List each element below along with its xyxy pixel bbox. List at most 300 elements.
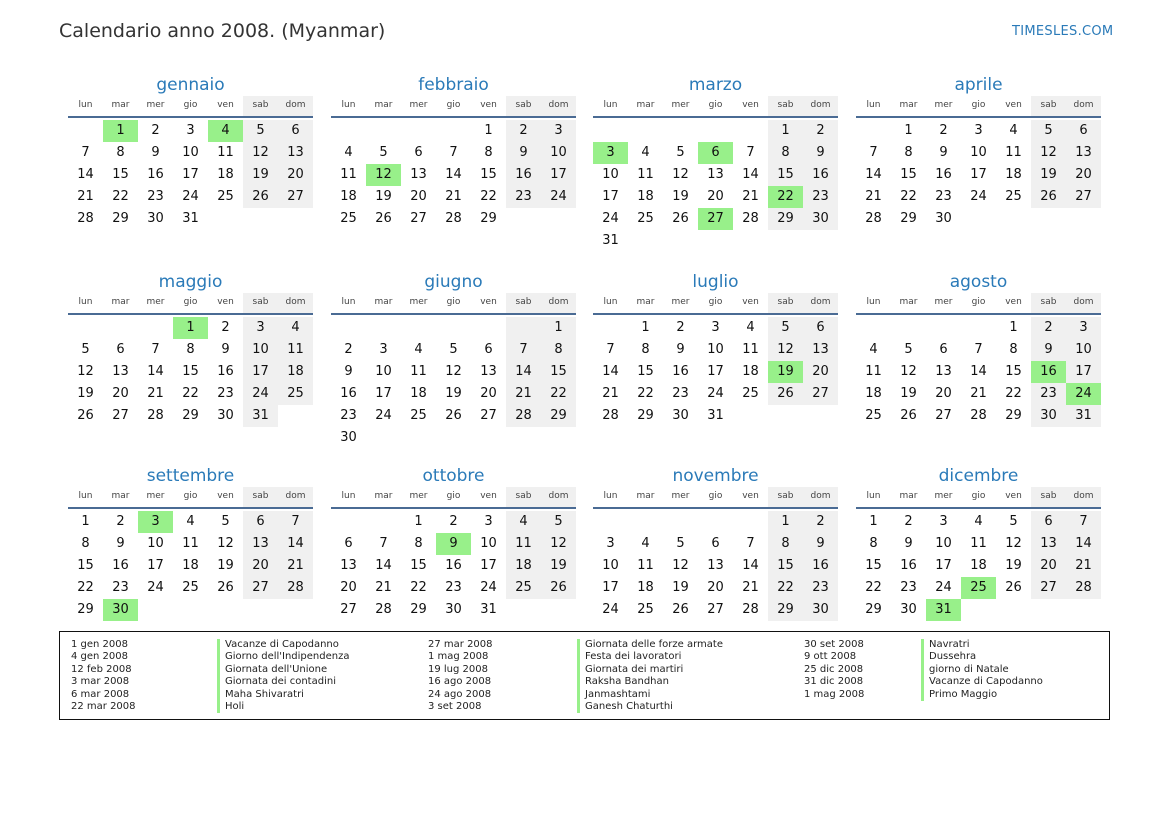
day-cell: 17 (480, 558, 497, 573)
day-cell: 15 (480, 167, 497, 182)
day-cell: 14 (506, 361, 541, 383)
weekday-label: gio (183, 100, 198, 110)
day-cell: 22 (768, 577, 803, 599)
day-cell: 18 (278, 361, 313, 383)
holiday-legend (59, 631, 1110, 720)
day-cell: 4 (746, 320, 755, 335)
holiday-date: 25 dic 2008 (804, 663, 864, 675)
weekday-header (856, 96, 1101, 118)
day-cell: 3 (243, 317, 278, 339)
day-cell: 11 (970, 536, 987, 551)
day-cell: 30 (340, 430, 357, 445)
day-cell: 29 (900, 211, 917, 226)
day-cell: 21 (865, 189, 882, 204)
day-cell: 16 (506, 164, 541, 186)
empty-cell (733, 120, 768, 142)
weekday-label: dom (541, 487, 576, 507)
weekday-label: gio (183, 297, 198, 307)
month-ottobre (331, 465, 576, 621)
empty-cell (471, 317, 506, 339)
holiday-day-cell: 1 (103, 120, 138, 142)
weekday-label: ven (742, 100, 759, 110)
holiday-name: Festa dei lavoratori (577, 651, 723, 663)
day-cell: 23 (672, 386, 689, 401)
day-cell: 15 (410, 558, 427, 573)
day-cell: 15 (112, 167, 129, 182)
day-cell: 3 (606, 536, 615, 551)
day-cell: 1 (81, 514, 90, 529)
weekday-label: lun (866, 297, 881, 307)
day-cell: 24 (935, 580, 952, 595)
day-cell: 31 (182, 211, 199, 226)
day-cell: 21 (147, 386, 164, 401)
weekday-label: sab (243, 96, 278, 116)
day-cell: 1 (541, 317, 576, 339)
weekday-header (68, 293, 313, 315)
day-cell: 23 (217, 386, 234, 401)
day-cell: 8 (414, 536, 423, 551)
day-cell: 20 (278, 164, 313, 186)
holiday-day-cell: 3 (593, 142, 628, 164)
month-name: aprile (954, 75, 1003, 95)
days-grid (68, 509, 313, 621)
weekday-label: lun (78, 491, 93, 501)
day-cell: 30 (935, 211, 952, 226)
brand-link[interactable]: TIMESLES.COM (1012, 24, 1114, 39)
weekday-label: gio (708, 100, 723, 110)
day-cell: 6 (414, 145, 423, 160)
month-name: maggio (158, 272, 223, 292)
day-cell: 13 (480, 364, 497, 379)
day-cell: 10 (480, 536, 497, 551)
day-cell: 9 (221, 342, 230, 357)
weekday-label: gio (446, 100, 461, 110)
empty-cell (68, 120, 103, 142)
day-cell: 27 (803, 383, 838, 405)
holiday-date: 27 mar 2008 (428, 639, 493, 650)
day-cell: 16 (900, 558, 917, 573)
weekday-label: mer (409, 100, 428, 110)
day-cell: 24 (602, 602, 619, 617)
day-cell: 12 (1005, 536, 1022, 551)
day-cell: 18 (410, 386, 427, 401)
empty-cell (331, 511, 366, 533)
day-cell: 7 (449, 145, 458, 160)
day-cell: 29 (768, 599, 803, 621)
holiday-date: 24 ago 2008 (428, 688, 492, 700)
day-cell: 18 (637, 580, 654, 595)
day-cell: 22 (182, 386, 199, 401)
days-grid (856, 509, 1101, 621)
weekday-label: ven (480, 297, 497, 307)
weekday-label: lun (866, 100, 881, 110)
day-cell: 23 (803, 577, 838, 599)
day-cell: 13 (707, 558, 724, 573)
holiday-date: 12 feb 2008 (71, 663, 132, 675)
month-febbraio (331, 74, 576, 230)
day-cell: 5 (676, 145, 685, 160)
weekday-label: mar (899, 297, 918, 307)
day-cell: 29 (768, 208, 803, 230)
day-cell: 10 (541, 142, 576, 164)
day-cell: 29 (541, 405, 576, 427)
day-cell: 26 (375, 211, 392, 226)
day-cell: 18 (217, 167, 234, 182)
weekday-label: gio (971, 491, 986, 501)
day-cell: 15 (637, 364, 654, 379)
day-cell: 21 (375, 580, 392, 595)
day-cell: 3 (186, 123, 195, 138)
empty-cell (331, 120, 366, 142)
holiday-name: Giornata dei contadini (217, 676, 350, 688)
holiday-name: giorno di Natale (921, 664, 1043, 676)
day-cell: 19 (672, 580, 689, 595)
day-cell: 16 (672, 364, 689, 379)
day-cell: 18 (182, 558, 199, 573)
holiday-date: 30 set 2008 (804, 639, 864, 650)
month-name: luglio (692, 272, 739, 292)
day-cell: 14 (602, 364, 619, 379)
day-cell: 25 (865, 408, 882, 423)
day-cell: 25 (637, 602, 654, 617)
day-cell: 17 (243, 361, 278, 383)
day-cell: 13 (243, 533, 278, 555)
day-cell: 11 (865, 364, 882, 379)
weekday-label: dom (278, 293, 313, 313)
weekday-label: mer (671, 100, 690, 110)
day-cell: 28 (77, 211, 94, 226)
day-cell: 6 (278, 120, 313, 142)
day-cell: 21 (506, 383, 541, 405)
day-cell: 1 (768, 120, 803, 142)
weekday-label: sab (506, 487, 541, 507)
day-cell: 9 (151, 145, 160, 160)
day-cell: 15 (77, 558, 94, 573)
weekday-label: dom (541, 293, 576, 313)
day-cell: 13 (803, 339, 838, 361)
day-cell: 4 (641, 145, 650, 160)
day-cell: 12 (672, 558, 689, 573)
weekday-label: lun (866, 491, 881, 501)
day-cell: 30 (1031, 405, 1066, 427)
day-cell: 26 (768, 383, 803, 405)
weekday-label: lun (78, 100, 93, 110)
weekday-label: dom (278, 487, 313, 507)
holiday-dates-col-1 (71, 639, 136, 713)
weekday-label: dom (803, 293, 838, 313)
day-cell: 6 (711, 536, 720, 551)
day-cell: 22 (865, 580, 882, 595)
day-cell: 30 (147, 211, 164, 226)
day-cell: 3 (939, 514, 948, 529)
day-cell: 20 (243, 555, 278, 577)
weekday-label: gio (708, 297, 723, 307)
day-cell: 29 (480, 211, 497, 226)
weekday-label: mer (409, 491, 428, 501)
day-cell: 27 (1031, 577, 1066, 599)
empty-cell (628, 120, 663, 142)
weekday-label: lun (603, 100, 618, 110)
days-grid (68, 315, 313, 427)
day-cell: 12 (1031, 142, 1066, 164)
month-settembre (68, 465, 313, 621)
day-cell: 2 (344, 342, 353, 357)
day-cell: 20 (707, 189, 724, 204)
weekday-label: mar (374, 297, 393, 307)
day-cell: 11 (637, 558, 654, 573)
day-cell: 29 (1005, 408, 1022, 423)
day-cell: 14 (865, 167, 882, 182)
month-dicembre (856, 465, 1101, 621)
day-cell: 25 (278, 383, 313, 405)
holiday-day-cell: 16 (1031, 361, 1066, 383)
day-cell: 21 (278, 555, 313, 577)
day-cell: 27 (243, 577, 278, 599)
days-grid (331, 509, 576, 621)
day-cell: 28 (147, 408, 164, 423)
day-cell: 14 (970, 364, 987, 379)
weekday-label: sab (243, 293, 278, 313)
day-cell: 5 (904, 342, 913, 357)
day-cell: 28 (602, 408, 619, 423)
holiday-date: 4 gen 2008 (71, 651, 129, 663)
day-cell: 14 (742, 558, 759, 573)
day-cell: 31 (480, 602, 497, 617)
day-cell: 10 (147, 536, 164, 551)
day-cell: 5 (243, 120, 278, 142)
day-cell: 28 (742, 211, 759, 226)
day-cell: 29 (410, 602, 427, 617)
day-cell: 7 (151, 342, 160, 357)
day-cell: 27 (278, 186, 313, 208)
day-cell: 19 (77, 386, 94, 401)
weekday-label: ven (217, 297, 234, 307)
day-cell: 19 (445, 386, 462, 401)
day-cell: 5 (541, 511, 576, 533)
holiday-day-cell: 12 (366, 164, 401, 186)
day-cell: 2 (506, 120, 541, 142)
weekday-label: mar (374, 491, 393, 501)
day-cell: 16 (147, 167, 164, 182)
day-cell: 12 (672, 167, 689, 182)
day-cell: 18 (637, 189, 654, 204)
day-cell: 23 (935, 189, 952, 204)
weekday-label: dom (803, 96, 838, 116)
day-cell: 2 (151, 123, 160, 138)
day-cell: 7 (278, 511, 313, 533)
day-cell: 30 (445, 602, 462, 617)
weekday-label: ven (217, 491, 234, 501)
weekday-label: sab (506, 96, 541, 116)
day-cell: 18 (865, 386, 882, 401)
day-cell: 27 (707, 602, 724, 617)
day-cell: 13 (340, 558, 357, 573)
day-cell: 9 (939, 145, 948, 160)
day-cell: 22 (77, 580, 94, 595)
holiday-day-cell: 6 (698, 142, 733, 164)
holiday-date: 31 dic 2008 (804, 676, 864, 688)
day-cell: 23 (147, 189, 164, 204)
holiday-name: Giornata dei martiri (577, 664, 723, 676)
day-cell: 9 (803, 142, 838, 164)
holiday-day-cell: 27 (698, 208, 733, 230)
day-cell: 3 (711, 320, 720, 335)
holiday-name: Giornata dell'Unione (217, 664, 350, 676)
day-cell: 27 (112, 408, 129, 423)
day-cell: 13 (707, 167, 724, 182)
day-cell: 5 (1031, 120, 1066, 142)
day-cell: 10 (602, 167, 619, 182)
day-cell: 20 (480, 386, 497, 401)
weekday-label: ven (1005, 491, 1022, 501)
day-cell: 4 (1009, 123, 1018, 138)
day-cell: 14 (1066, 533, 1101, 555)
empty-cell (366, 317, 401, 339)
holiday-date: 1 mag 2008 (804, 688, 865, 700)
weekday-label: mer (934, 491, 953, 501)
empty-cell (103, 317, 138, 339)
day-cell: 21 (742, 189, 759, 204)
weekday-label: ven (480, 100, 497, 110)
day-cell: 16 (217, 364, 234, 379)
day-cell: 26 (672, 602, 689, 617)
day-cell: 23 (1031, 383, 1066, 405)
empty-cell (436, 120, 471, 142)
day-cell: 24 (243, 383, 278, 405)
month-name: febbraio (418, 75, 489, 95)
weekday-label: mer (146, 491, 165, 501)
day-cell: 8 (768, 142, 803, 164)
weekday-header (331, 96, 576, 118)
weekday-label: mar (111, 491, 130, 501)
day-cell: 15 (541, 361, 576, 383)
day-cell: 23 (506, 186, 541, 208)
day-cell: 2 (939, 123, 948, 138)
weekday-header (331, 293, 576, 315)
weekday-header (331, 487, 576, 509)
holiday-day-cell: 4 (208, 120, 243, 142)
day-cell: 8 (904, 145, 913, 160)
weekday-label: ven (742, 491, 759, 501)
day-cell: 1 (904, 123, 913, 138)
empty-cell (593, 317, 628, 339)
day-cell: 28 (1066, 577, 1101, 599)
day-cell: 31 (707, 408, 724, 423)
holiday-day-cell: 31 (926, 599, 961, 621)
day-cell: 28 (742, 602, 759, 617)
day-cell: 12 (541, 533, 576, 555)
day-cell: 7 (974, 342, 983, 357)
day-cell: 10 (182, 145, 199, 160)
empty-cell (366, 120, 401, 142)
weekday-label: mar (899, 491, 918, 501)
day-cell: 2 (803, 120, 838, 142)
day-cell: 4 (414, 342, 423, 357)
day-cell: 28 (970, 408, 987, 423)
day-cell: 1 (768, 511, 803, 533)
weekday-label: lun (341, 100, 356, 110)
day-cell: 6 (939, 342, 948, 357)
holiday-name: Primo Maggio (921, 689, 1043, 701)
day-cell: 3 (484, 514, 493, 529)
day-cell: 7 (869, 145, 878, 160)
holiday-name: Holi (217, 701, 350, 713)
weekday-label: dom (541, 96, 576, 116)
day-cell: 27 (935, 408, 952, 423)
holiday-name: Vacanze di Capodanno (921, 676, 1043, 688)
day-cell: 8 (186, 342, 195, 357)
day-cell: 22 (480, 189, 497, 204)
weekday-label: dom (1066, 293, 1101, 313)
day-cell: 4 (344, 145, 353, 160)
day-cell: 13 (112, 364, 129, 379)
holiday-date: 19 lug 2008 (428, 663, 488, 675)
day-cell: 10 (243, 339, 278, 361)
days-grid (856, 118, 1101, 230)
days-grid (331, 315, 576, 449)
empty-cell (68, 317, 103, 339)
day-cell: 18 (970, 558, 987, 573)
month-marzo (593, 74, 838, 252)
weekday-label: dom (1066, 487, 1101, 507)
holiday-date: 6 mar 2008 (71, 688, 130, 700)
day-cell: 27 (410, 211, 427, 226)
day-cell: 24 (480, 580, 497, 595)
empty-cell (856, 120, 891, 142)
day-cell: 2 (221, 320, 230, 335)
day-cell: 15 (900, 167, 917, 182)
empty-cell (593, 120, 628, 142)
weekday-header (68, 487, 313, 509)
day-cell: 20 (410, 189, 427, 204)
weekday-label: lun (78, 297, 93, 307)
day-cell: 10 (1066, 339, 1101, 361)
weekday-label: lun (341, 491, 356, 501)
weekday-header (593, 96, 838, 118)
weekday-label: sab (243, 487, 278, 507)
day-cell: 29 (182, 408, 199, 423)
day-cell: 29 (77, 602, 94, 617)
day-cell: 2 (803, 511, 838, 533)
day-cell: 14 (278, 533, 313, 555)
weekday-label: gio (971, 297, 986, 307)
day-cell: 11 (278, 339, 313, 361)
month-name: giugno (424, 272, 483, 292)
month-name: marzo (688, 75, 743, 95)
day-cell: 10 (602, 558, 619, 573)
weekday-header (856, 293, 1101, 315)
day-cell: 25 (637, 211, 654, 226)
day-cell: 24 (602, 211, 619, 226)
holiday-names-col-2 (577, 639, 723, 713)
month-aprile (856, 74, 1101, 230)
day-cell: 2 (116, 514, 125, 529)
days-grid (856, 315, 1101, 427)
weekday-label: sab (768, 96, 803, 116)
day-cell: 26 (672, 211, 689, 226)
month-name: ottobre (422, 466, 485, 486)
day-cell: 11 (410, 364, 427, 379)
day-cell: 11 (1005, 145, 1022, 160)
empty-cell (401, 317, 436, 339)
weekday-label: mer (146, 100, 165, 110)
day-cell: 9 (676, 342, 685, 357)
day-cell: 4 (974, 514, 983, 529)
day-cell: 31 (602, 233, 619, 248)
day-cell: 16 (803, 555, 838, 577)
holiday-name: Navratri (921, 639, 1043, 651)
weekday-label: dom (803, 487, 838, 507)
